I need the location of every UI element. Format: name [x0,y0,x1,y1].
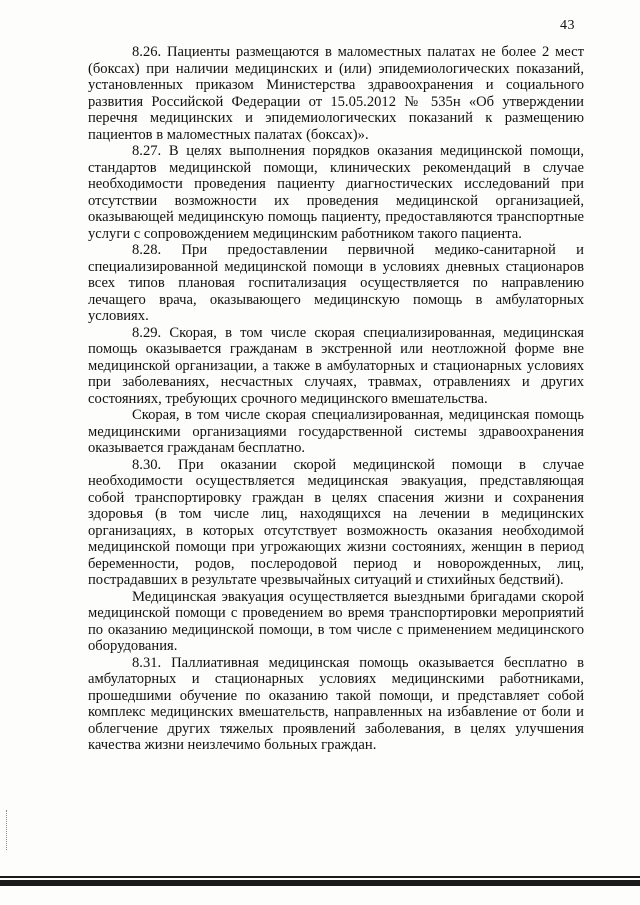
paragraph-8-30-cont: Медицинская эвакуация осуществляется выездными бригадами скорой медицинской помощи с проведением во время транспортировки мероприятий по оказанию медицинской помощи, в том числе с применением медицинского оборудования. [88,588,584,654]
scan-artifact [6,810,10,850]
scan-edge-band [0,880,640,886]
paragraph-8-27: 8.27. В целях выполнения порядков оказания медицинской помощи, стандартов медицинской помощи, клинических рекомендаций в случае необходимости проведения пациенту диагностических исследований при отсутствии возможности их проведения медицинской организацией, оказывающей медицинскую помощь пациенту, предоставляются транспортные услуги с сопровождением медицинским работником такого пациента. [88,143,584,242]
paragraph-8-29-cont: Скорая, в том числе скорая специализированная, медицинская помощь медицинскими организациями государственной системы здравоохранения оказывается гражданам бесплатно. [88,407,584,456]
document-body [88,44,584,754]
paragraph-8-28: 8.28. При предоставлении первичной медико-санитарной и специализированной медицинской помощи в условиях дневных стационаров всех типов плановая госпитализация осуществляется по направлению лечащего врача, оказывающего медицинскую помощь в амбулаторных условиях. [88,242,584,324]
scan-edge-line [0,876,640,878]
paragraph-8-30: 8.30. При оказании скорой медицинской помощи в случае необходимости осуществляется медицинская эвакуация, представляющая собой транспортировку граждан в целях спасения жизни и сохранения здоровья (в том числе лиц, находящихся на лечении в медицинских организациях, в которых отсутствует возможность оказания необходимой медицинской помощи при угрожающих жизни состояниях, женщин в период беременности, родов, послеродовой период и новорожденных, лиц, пострадавших в результате чрезвычайных ситуаций и стихийных бедствий). [88,456,584,588]
paragraph-8-29: 8.29. Скорая, в том числе скорая специализированная, медицинская помощь оказывается гражданам в экстренной или неотложной форме вне медицинской организации, а также в амбулаторных и стационарных условиях при заболеваниях, несчастных случаях, травмах, отравлениях и других состояниях, требующих срочного медицинского вмешательства. [88,324,584,407]
paragraph-8-26: 8.26. Пациенты размещаются в маломестных палатах не более 2 мест (боксах) при наличии медицинских и (или) эпидемиологических показаний, установленных приказом Министерства здравоохранения и социального развития Российской Федерации от 15.05.2012 № 535н «Об утверждении перечня медицинских и эпидемиологических показаний к размещению пациентов в маломестных палатах (боксах)». [88,44,584,143]
paragraph-8-31: 8.31. Паллиативная медицинская помощь оказывается бесплатно в амбулаторных и стационарных условиях медицинскими работниками, прошедшими обучение по оказанию такой помощи, и представляет собой комплекс медицинских вмешательств, направленных на избавление от боли и облегчение других тяжелых проявлений заболевания, в целях улучшения качества жизни неизлечимо больных граждан. [88,654,584,753]
page-number: 43 [560,18,575,33]
